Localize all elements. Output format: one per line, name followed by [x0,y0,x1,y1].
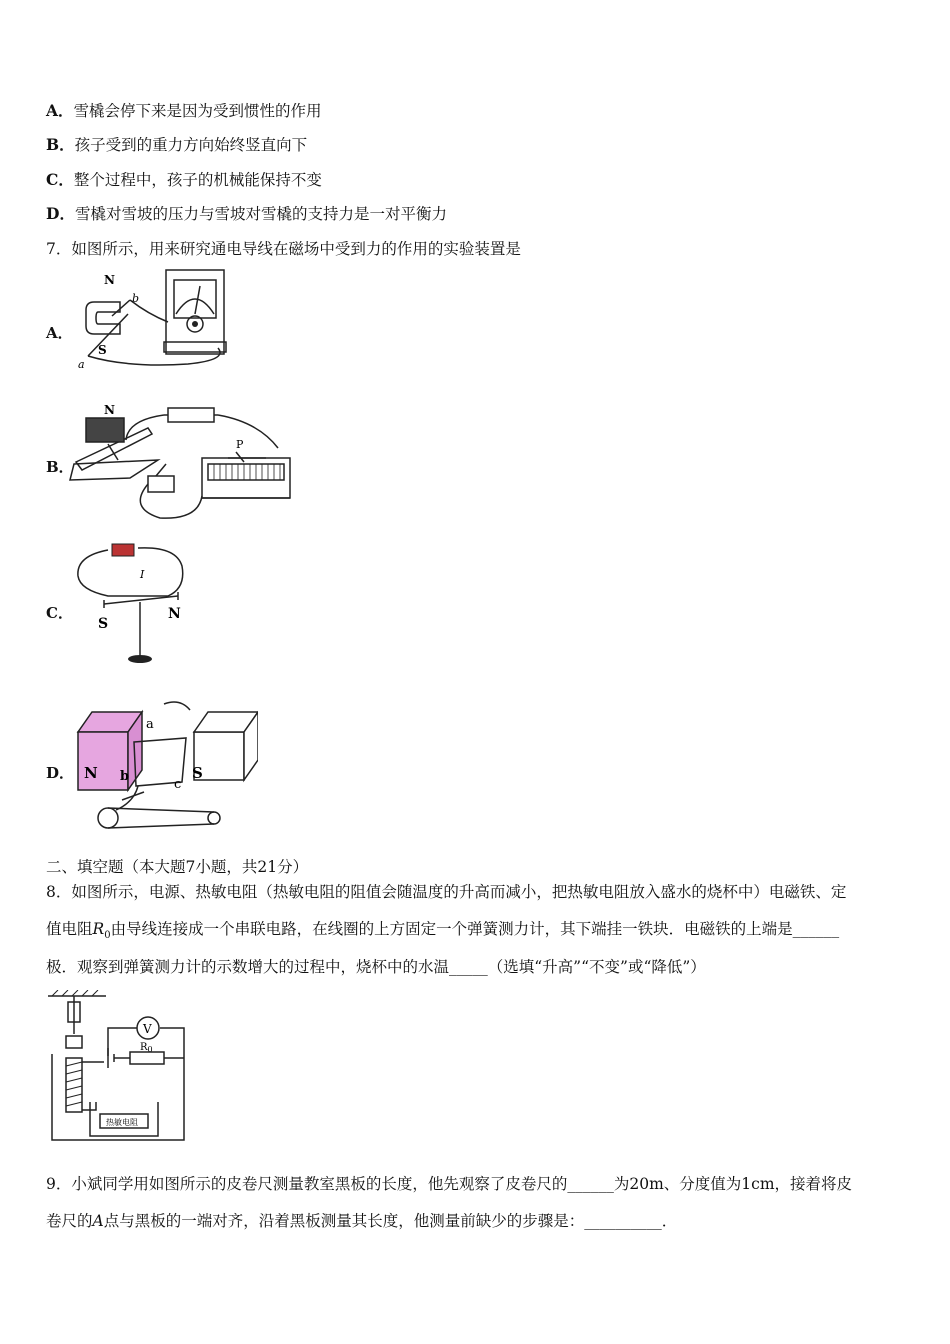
svg-text:N: N [84,764,98,782]
q7-option-a-label: A． [46,324,73,342]
svg-text:b: b [132,292,140,305]
section-heading-fill-in: 二、填空题（本大题7小题，共21分） [46,858,309,876]
q8-line-3: 极．观察到弹簧测力计的示数增大的过程中，烧杯中的水温_____（选填“升高”“不变”或“降低”） [46,958,706,976]
q9-line-2: 卷尺的A点与黑板的一端对齐，沿着黑板测量其长度，他测量前缺少的步骤是：__________． [46,1212,678,1230]
svg-text:I: I [140,568,145,581]
figure-q8-electromagnet-circuit [44,990,194,1150]
q6-option-d: D．雪橇对雪坡的压力与雪坡对雪橇的支持力是一对平衡力 [46,204,447,223]
q7-option-d-label: D． [46,764,75,782]
svg-text:热敏电阻: 热敏电阻 [106,1118,138,1127]
svg-text:a: a [78,358,85,371]
svg-text:V: V [143,1022,152,1036]
svg-text:c: c [174,777,182,792]
svg-text:N: N [168,606,181,622]
q6-option-a: A．雪橇会停下来是因为受到惯性的作用 [46,101,322,120]
svg-text:b: b [120,769,130,784]
svg-text:N: N [104,273,115,287]
svg-text:R0: $R_0$ [140,1042,153,1054]
figure-d-motor-setup [68,698,258,836]
figure-c-compass-setup [68,538,198,668]
q8-line-1: 8．如图所示，电源、热敏电阻（热敏电阻的阻值会随温度的升高而减小，把热敏电阻放入盛水的烧杯中）电磁铁、定 [46,883,847,901]
svg-text:S: S [98,616,109,632]
q9-line-1: 9．小斌同学用如图所示的皮卷尺测量教室黑板的长度，他先观察了皮卷尺的______为20m、分度值为1cm，接着将皮 [46,1175,853,1193]
q6-option-c: C．整个过程中，孩子的机械能保持不变 [46,170,322,189]
q8-line-2: 值电阻$R_0$由导线连接成一个串联电路，在线圈的上方固定一个弹簧测力计，其下端挂一铁块．电磁铁的上端是______ [46,920,840,942]
q7-option-b-label: B． [46,458,74,476]
svg-text:N: N [104,403,115,417]
q7-stem: 7．如图所示，用来研究通电导线在磁场中受到力的作用的实验装置是 [46,240,521,258]
q7-option-c-label: C． [46,604,73,622]
svg-text:a: a [146,717,154,732]
svg-text:S: S [98,343,107,357]
svg-text:P: P [236,438,244,451]
svg-text:S: S [192,764,203,782]
figure-b-rheostat-setup [68,400,298,524]
q6-option-b: B．孩子受到的重力方向始终竖直向下 [46,135,308,154]
figure-a-galvanometer-setup [68,262,238,374]
